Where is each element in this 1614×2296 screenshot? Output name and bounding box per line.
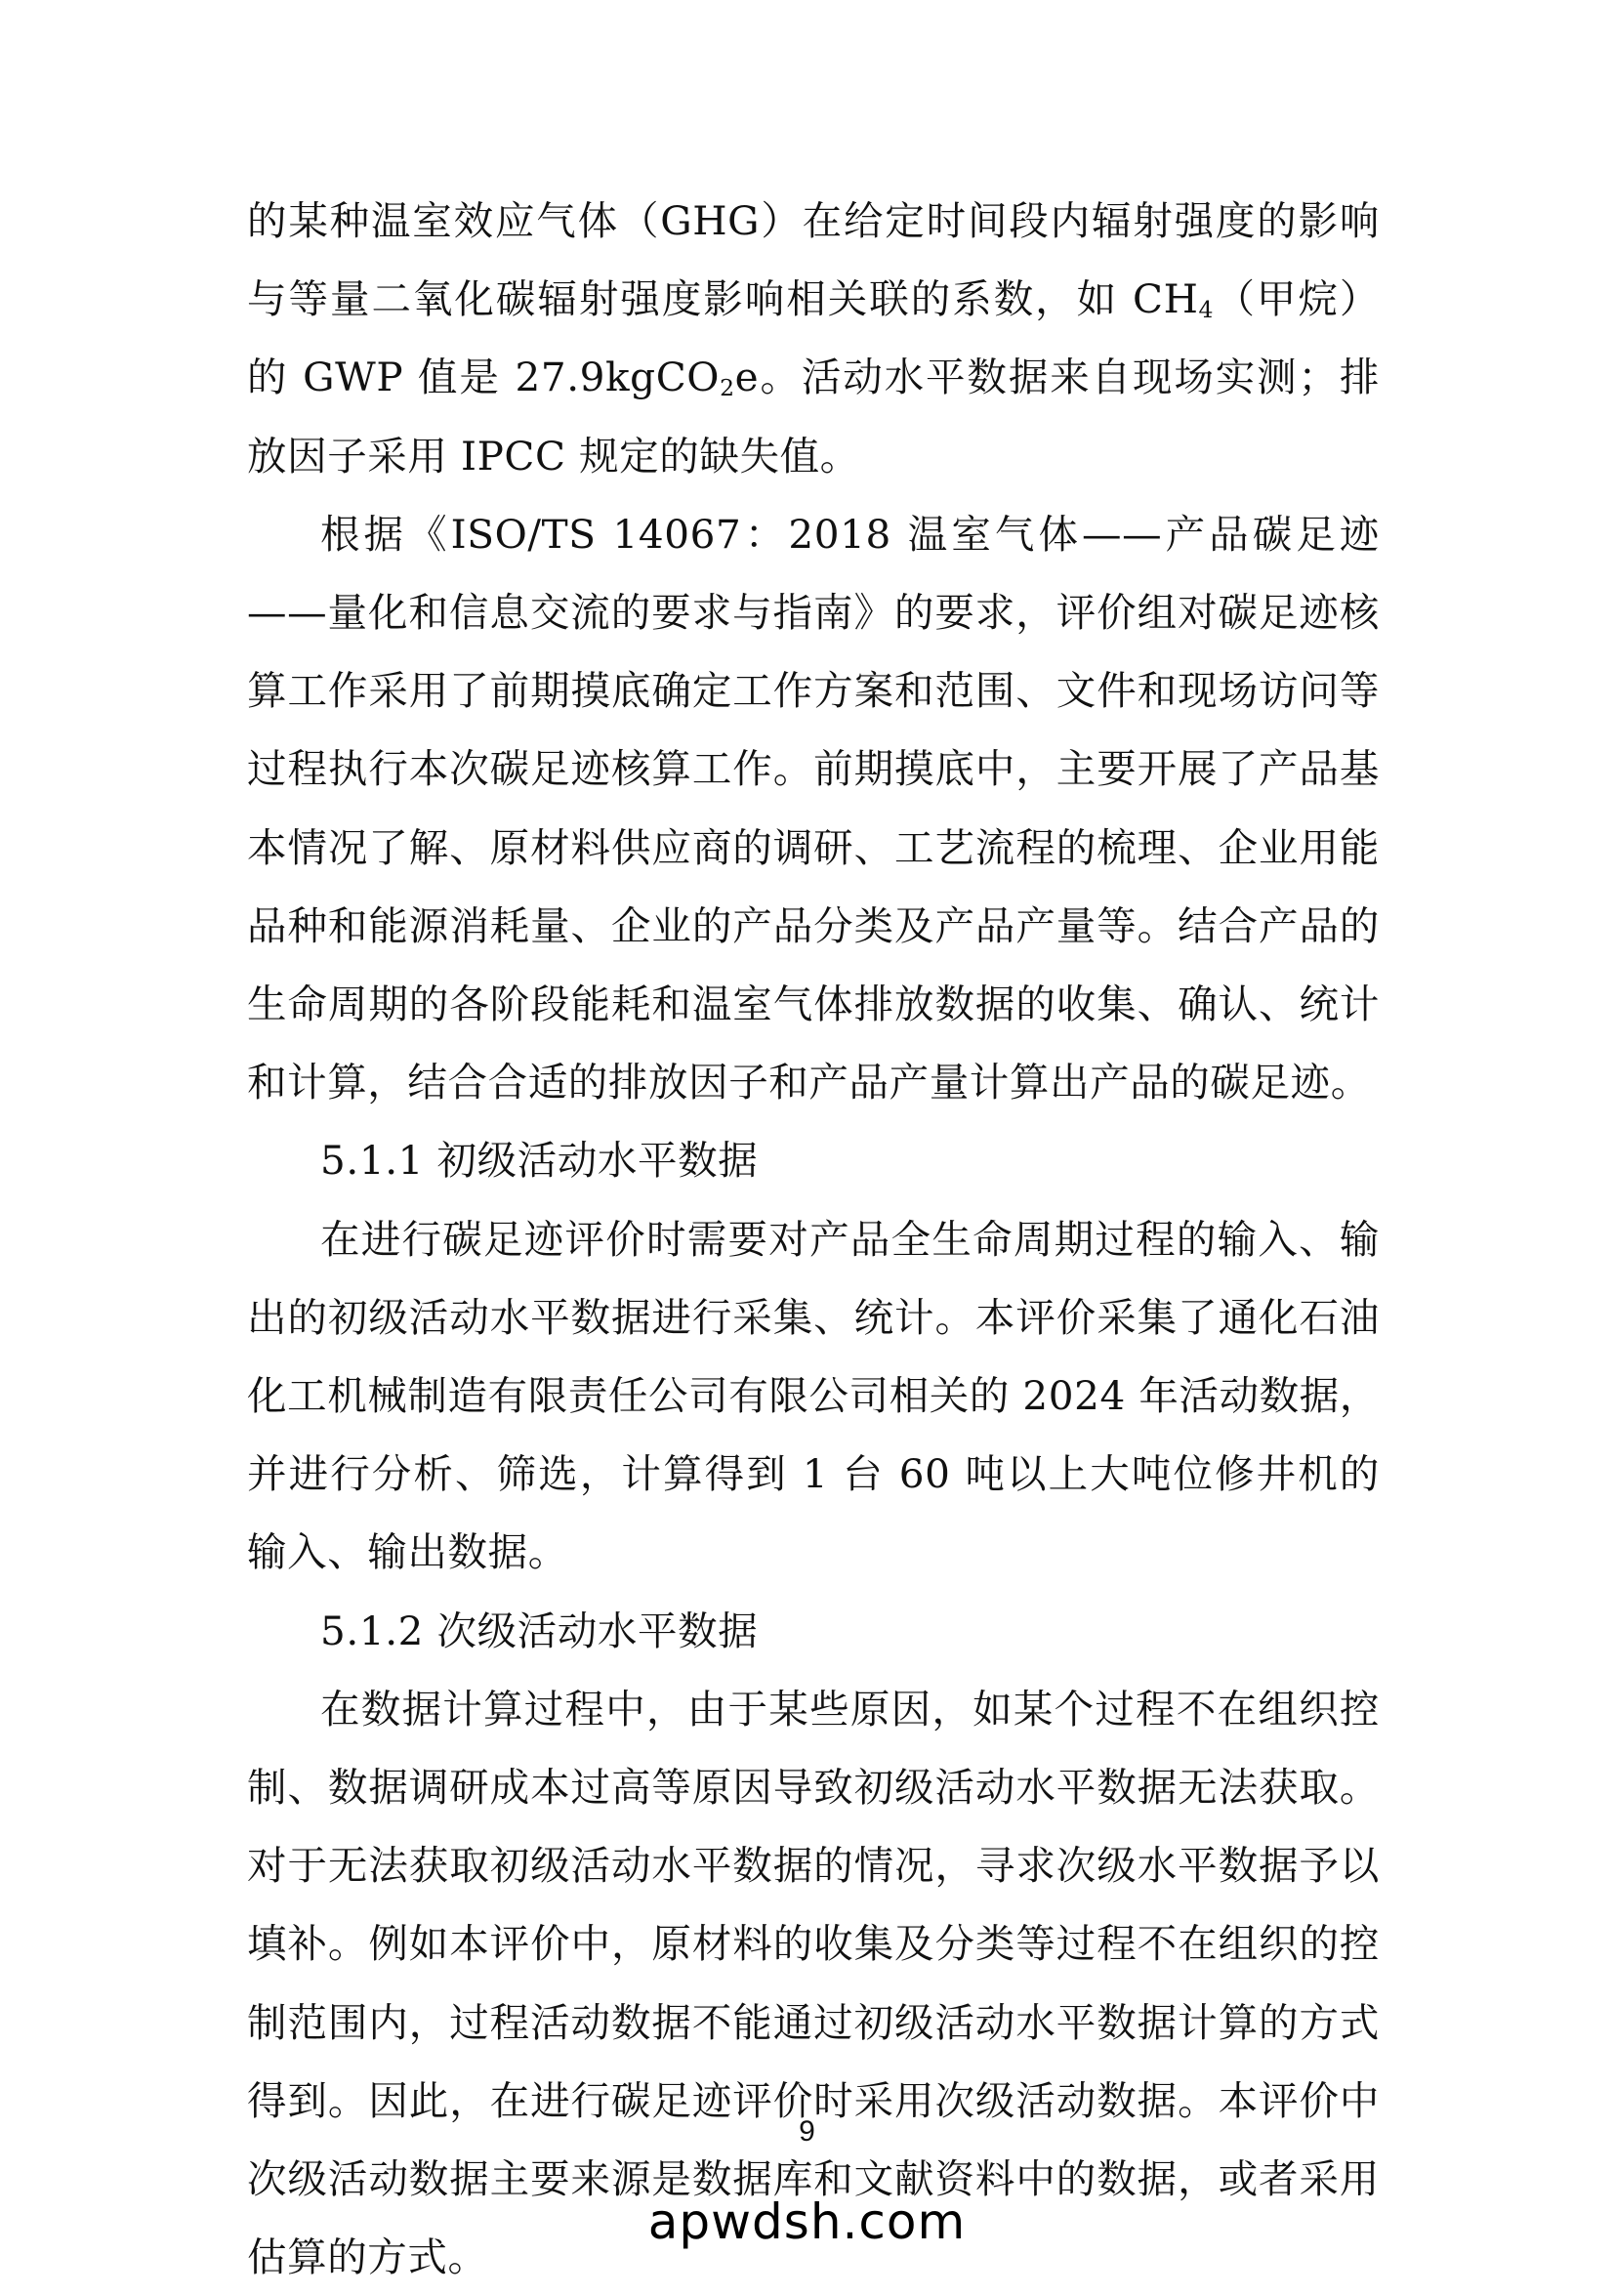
subscript-ch4: 4 bbox=[1198, 296, 1215, 324]
paragraph-gwp-text-a: 的某种温室效应气体（GHG）在给定时间段内辐射强度的影响与等量二氧化碳辐射强度影响相关联的系数，如 CH bbox=[247, 197, 1380, 323]
subscript-co2: 2 bbox=[720, 374, 735, 402]
paragraph-gwp-text-b: （甲烷）的 GWP 值是 27.9kgCO bbox=[247, 275, 1380, 401]
page-number: 9 bbox=[799, 2115, 815, 2148]
paragraph-secondary-activity-data: 在数据计算过程中，由于某些原因，如某个过程不在组织控制、数据调研成本过高等原因导致初级活动水平数据无法获取。对于无法获取初级活动水平数据的情况，寻求次级水平数据予以填补。例如本评价中，原材料的收集及分类等过程不在组织的控制范围内，过程活动数据不能通过初级活动水平数据计算的方式得到。因此，在进行碳足迹评价时采用次级活动数据。本评价中次级活动数据主要来源是数据库和文献资料中的数据，或者采用估算的方式。 bbox=[247, 1685, 1380, 2281]
section-heading-primary-activity-data: 5.1.1 初级活动水平数据 bbox=[320, 1137, 759, 1185]
document-body bbox=[247, 182, 1380, 2296]
paragraph-gwp-definition bbox=[247, 182, 1380, 495]
paragraph-primary-activity-data: 在进行碳足迹评价时需要对产品全生命周期过程的输入、输出的初级活动水平数据进行采集、统计。本评价采集了通化石油化工机械制造有限责任公司有限公司相关的 2024 年活动数据，并进行分析、筛选，计算得到 1 台 60 吨以上大吨位修井机的输入、输出数据。 bbox=[247, 1215, 1380, 1576]
watermark-text: apwdsh.com bbox=[647, 2193, 967, 2250]
section-heading-secondary-activity-data: 5.1.2 次级活动水平数据 bbox=[320, 1607, 759, 1654]
paragraph-iso-standard: 根据《ISO/TS 14067：2018 温室气体——产品碳足迹——量化和信息交流的要求与指南》的要求，评价组对碳足迹核算工作采用了前期摸底确定工作方案和范围、文件和现场访问等过程执行本次碳足迹核算工作。前期摸底中，主要开展了产品基本情况了解、原材料供应商的调研、工艺流程的梳理、企业用能品种和能源消耗量、企业的产品分类及产品产量等。结合产品的生命周期的各阶段能耗和温室气体排放数据的收集、确认、统计和计算，结合合适的排放因子和产品产量计算出产品的碳足迹。 bbox=[247, 510, 1380, 1106]
paragraph-gwp-text-c: e。活动水平数据来自现场实测；排放因子采用 IPCC 规定的缺失值。 bbox=[247, 354, 1380, 480]
